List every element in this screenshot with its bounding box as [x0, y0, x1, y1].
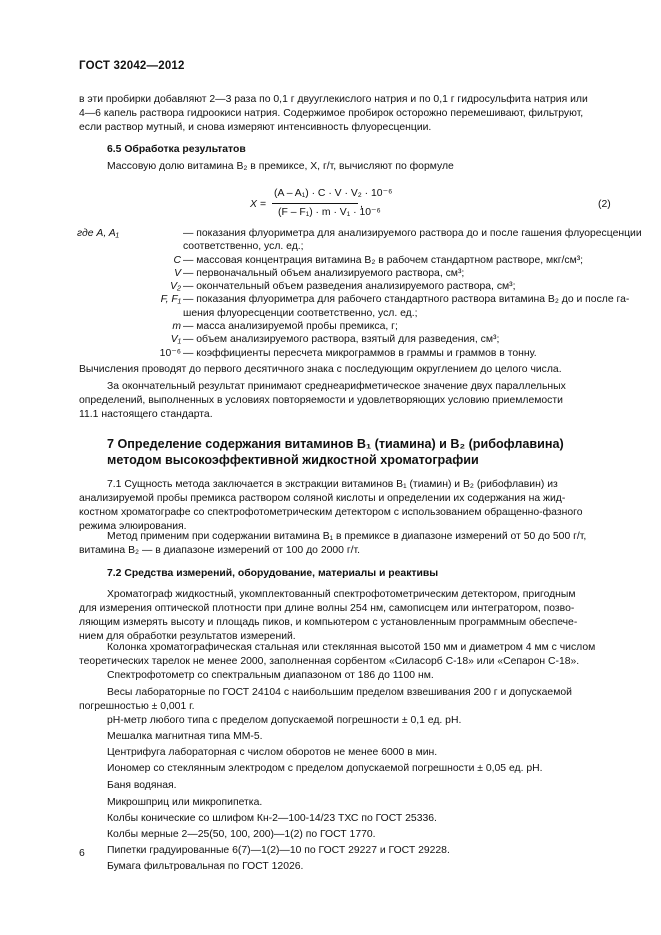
equipment-line: ляющим измерять высоту и площадь пиков, и компьютером с установленным программным обеспече-	[79, 617, 578, 628]
legend-symbol: V	[174, 267, 181, 279]
intro-line: если раствор мутный, и снова измеряют интенсивность флуоресценции.	[79, 122, 432, 133]
legend-description: — окончательный объем разведения анализируемого раствора, см³;	[183, 281, 516, 293]
p71-line: костном хроматографе со спектрофотометрическим детектором с использованием обращенно-фазного	[79, 507, 583, 518]
equipment-line: Пипетки градуированные 6(7)—1(2)—10 по ГОСТ 29227 и ГОСТ 29228.	[107, 845, 450, 856]
result-paragraph-line: За окончательный результат принимают среднеарифметическое значение двух параллельных	[107, 381, 566, 392]
equation-number: (2)	[598, 199, 611, 210]
legend-description: шения флуоресценции соответственно, усл. ед.;	[183, 307, 418, 319]
equipment-line: pH-метр любого типа с пределом допускаемой погрешности ± 0,1 ед. pH.	[107, 715, 462, 726]
legend-description: — масса анализируемой пробы премикса, г;	[183, 321, 398, 333]
formula-comma: ,	[360, 199, 363, 210]
equipment-line: Микрошприц или микропипетка.	[107, 797, 263, 808]
legend-symbol: 10⁻⁶	[159, 347, 181, 359]
intro-line: 4—6 капель раствора гидроокиси натрия. Содержимое пробирок осторожно перемешивают, фильтруют,	[79, 108, 584, 119]
equipment-line: Спектрофотометр со спектральным диапазоном от 186 до 1100 нм.	[107, 670, 434, 681]
legend-description: — первоначальный объем анализируемого раствора, см³;	[183, 267, 465, 279]
equipment-line: Мешалка магнитная типа ММ-5.	[107, 731, 263, 742]
legend-symbol: V₂	[170, 281, 181, 293]
legend-row	[77, 307, 637, 320]
legend-symbol: где A, A₁	[77, 228, 119, 239]
p71-line: 7.1 Сущность метода заключается в экстракции витаминов B₁ (тиамин) и B₂ (рибофлавин) из	[107, 479, 558, 490]
formula-legend	[77, 227, 642, 360]
p71-line: анализируемой пробы премикса раствором соляной кислоты и определении их содержания на жид-	[79, 493, 566, 504]
legend-symbol: C	[173, 254, 181, 266]
equipment-line: Весы лабораторные по ГОСТ 24104 с наибольшим пределом взвешивания 200 г и допускаемой	[107, 687, 572, 698]
intro-line: в эти пробирки добавляют 2—3 раза по 0,1 г двууглекислого натрия и по 0,1 г гидросульфита натрия или	[79, 94, 588, 105]
equipment-line: нием для обработки результатов измерений.	[79, 631, 296, 642]
legend-symbol: m	[172, 321, 181, 333]
formula-lead-text: Массовую долю витамина B₂ в премиксе, X, г/т, вычисляют по формуле	[107, 161, 454, 172]
legend-description: — массовая концентрация витамина B₂ в рабочем стандартном растворе, мкг/см³;	[183, 254, 584, 266]
legend-row	[77, 333, 637, 346]
equipment-line: для измерения оптической плотности при длине волны 254 нм, самописцем или интегратором, позво-	[79, 603, 575, 614]
formula-lhs: X =	[250, 199, 266, 210]
legend-row	[77, 320, 637, 333]
equipment-line: Колбы мерные 2—25(50, 100, 200)—1(2) по ГОСТ 1770.	[107, 829, 376, 840]
range-line: Метод применим при содержании витамина B₁ в премиксе в диапазоне измерений от 50 до 500 г/т,	[107, 531, 587, 542]
section-7-heading-line2: методом высокоэффективной жидкостной хроматографии	[107, 453, 479, 467]
legend-description: — объем анализируемого раствора, взятый для разведения, см³;	[183, 334, 500, 346]
equipment-line: Центрифуга лабораторная с числом оборотов не менее 6000 в мин.	[107, 747, 438, 758]
legend-row	[77, 347, 637, 360]
legend-row	[77, 267, 637, 280]
section-7-heading-line1: 7 Определение содержания витаминов B₁ (тиамина) и B₂ (рибофлавина)	[107, 437, 564, 451]
legend-row	[77, 240, 637, 253]
equipment-line: Колонка хроматографическая стальная или стеклянная высотой 150 мм и диаметром 4 мм с числом	[107, 642, 596, 653]
legend-symbol: V₁	[170, 334, 181, 346]
fraction-bar	[272, 203, 358, 204]
section-6-5-heading: 6.5 Обработка результатов	[107, 144, 246, 155]
result-paragraph-line: 11.1 настоящего стандарта.	[79, 409, 213, 420]
result-paragraph-line: определений, выполненных в условиях повторяемости и удовлетворяющих условию приемлемости	[79, 395, 563, 406]
equipment-line: Колбы конические со шлифом Кн-2—100-14/23 ТХС по ГОСТ 25336.	[107, 813, 437, 824]
formula-numerator: (A – A₁) · C · V · V₂ · 10⁻⁶	[274, 188, 393, 199]
legend-description: — коэффициенты пересчета микрограммов в граммы и граммов в тонну.	[183, 347, 537, 359]
equipment-line: погрешностью ± 0,001 г.	[79, 701, 195, 712]
range-line: витамина B₂ — в диапазоне измерений от 100 до 2000 г/т.	[79, 545, 360, 556]
page-number: 6	[79, 848, 85, 859]
legend-description: — показания флуориметра для рабочего стандартного раствора витамина B₂ до и после га-	[183, 294, 630, 306]
legend-description: — показания флуориметра для анализируемого раствора до и после гашения флуоресценции	[183, 228, 642, 239]
section-7-2-heading: 7.2 Средства измерений, оборудование, материалы и реактивы	[107, 568, 439, 579]
legend-description: соответственно, усл. ед.;	[183, 241, 304, 253]
legend-row	[77, 227, 642, 240]
legend-row	[77, 254, 637, 267]
legend-row	[77, 280, 637, 293]
formula-denominator: (F – F₁) · m · V₁ · 10⁻⁶	[278, 207, 381, 218]
legend-row	[77, 293, 637, 306]
legend-symbol: F, F₁	[160, 294, 181, 306]
formula-2	[250, 187, 630, 231]
equipment-line: Бумага фильтровальная по ГОСТ 12026.	[107, 861, 304, 872]
equipment-line: теоретических тарелок не менее 2000, заполненная сорбентом «Силасорб С-18» или «Сепарон С-18».	[79, 656, 580, 667]
p71-line: режима элюирования.	[79, 521, 187, 532]
rounding-note: Вычисления проводят до первого десятичного знака с последующим округлением до целого числа.	[79, 364, 562, 375]
equipment-line: Хроматограф жидкостный, укомплектованный спектрофотометрическим детектором, пригодным	[107, 589, 576, 600]
equipment-line: Баня водяная.	[107, 780, 177, 791]
equipment-line: Иономер со стеклянным электродом с пределом допускаемой погрешности ± 0,05 ед. pH.	[107, 763, 543, 774]
standard-code-header: ГОСТ 32042—2012	[79, 60, 185, 72]
